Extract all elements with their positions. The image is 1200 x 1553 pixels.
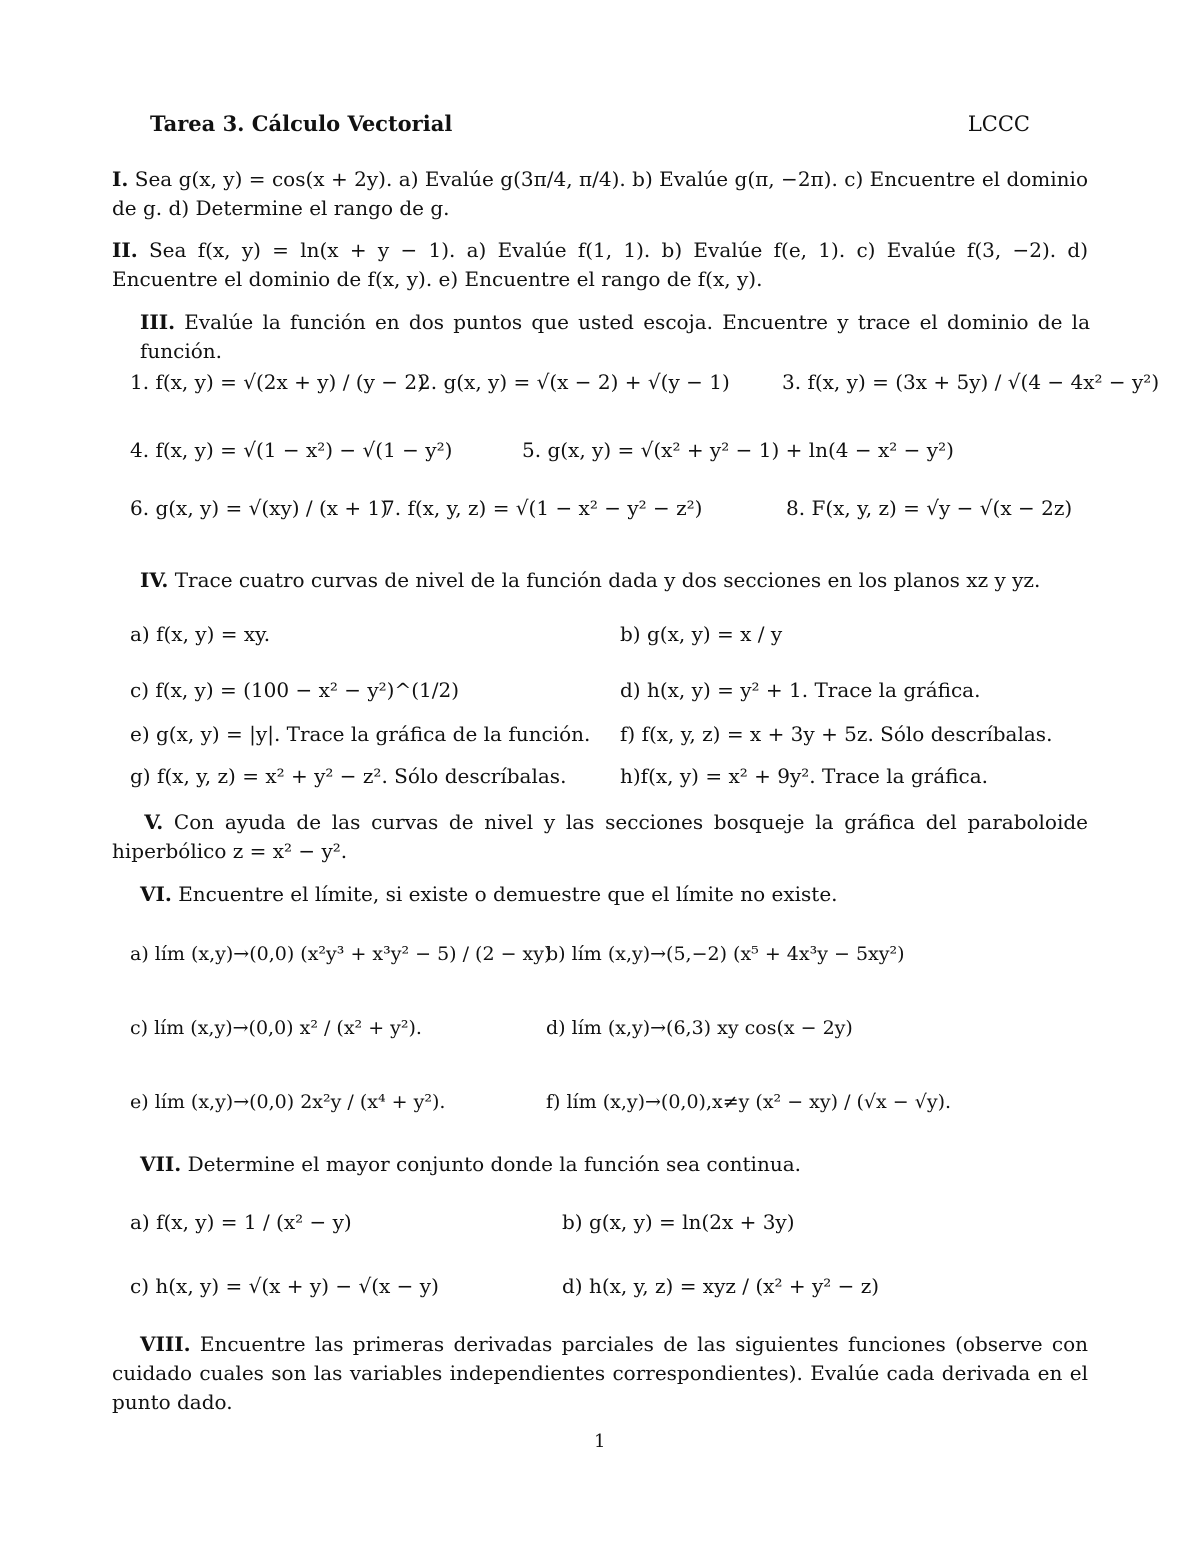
- exercise-iv-d: d) h(x, y) = y² + 1. Trace la gráfica.: [620, 678, 981, 702]
- exercise-iii-1: 1. f(x, y) = √(2x + y) / (y − 2): [130, 370, 425, 394]
- page-title: Tarea 3. Cálculo Vectorial: [150, 111, 453, 136]
- section-vi-text: Encuentre el límite, si existe o demuestre que el límite no existe.: [178, 882, 838, 906]
- section-vii-label: VII.: [140, 1152, 182, 1176]
- section-vii-text: Determine el mayor conjunto donde la función sea continua.: [187, 1152, 801, 1176]
- exercise-iii-8: 8. F(x, y, z) = √y − √(x − 2z): [786, 496, 1073, 520]
- exercise-vii-c: c) h(x, y) = √(x + y) − √(x − y): [130, 1274, 439, 1298]
- section-vii: [140, 1150, 1090, 1179]
- exercise-iii-4: 4. f(x, y) = √(1 − x²) − √(1 − y²): [130, 438, 453, 462]
- exercise-iv-c: c) f(x, y) = (100 − x² − y²)^(1/2): [130, 678, 460, 702]
- exercise-vii-a: a) f(x, y) = 1 / (x² − y): [130, 1210, 352, 1234]
- course-code: LCCC: [967, 112, 1030, 136]
- section-v-label: V.: [144, 810, 164, 834]
- exercise-iii-6: 6. g(x, y) = √(xy) / (x + 1): [130, 496, 389, 520]
- exercise-iv-h: h)f(x, y) = x² + 9y². Trace la gráfica.: [620, 764, 988, 788]
- section-iii-text: Evalúe la función en dos puntos que usted escoja. Encuentre y trace el dominio de la función.: [140, 310, 1091, 363]
- section-i: [112, 165, 1088, 223]
- section-v: [112, 808, 1088, 866]
- exercise-vi-d: d) lím (x,y)→(6,3) xy cos(x − 2y): [546, 1017, 853, 1039]
- exercise-iii-5: 5. g(x, y) = √(x² + y² − 1) + ln(4 − x² − y²): [522, 438, 954, 462]
- section-vi: [140, 880, 1090, 909]
- section-iv: [140, 566, 1090, 595]
- exercise-vi-a: a) lím (x,y)→(0,0) (x²y³ + x³y² − 5) / (2 − xy): [130, 943, 552, 965]
- exercise-iii-7: 7. f(x, y, z) = √(1 − x² − y² − z²): [382, 496, 703, 520]
- exercise-iii-2: 2. g(x, y) = √(x − 2) + √(y − 1): [418, 370, 730, 394]
- section-viii: [112, 1330, 1088, 1417]
- section-v-text: Con ayuda de las curvas de nivel y las secciones bosqueje la gráfica del paraboloide hiperbólico z = x² − y².: [112, 810, 1089, 863]
- exercise-iv-f: f) f(x, y, z) = x + 3y + 5z. Sólo descríbalas.: [620, 722, 1053, 746]
- section-iii: [140, 308, 1090, 366]
- section-viii-label: VIII.: [139, 1332, 191, 1356]
- section-i-text: Sea g(x, y) = cos(x + 2y). a) Evalúe g(3π/4, π/4). b) Evalúe g(π, −2π). c) Encuentre el dominio de g. d) Determine el rango de g.: [112, 167, 1088, 220]
- section-ii: [112, 236, 1088, 294]
- exercise-vii-b: b) g(x, y) = ln(2x + 3y): [562, 1210, 795, 1234]
- section-viii-text: Encuentre las primeras derivadas parciales de las siguientes funciones (observe con cuidado cuales son las variables independientes correspondientes). Evalúe cada derivada en el punto dado.: [112, 1332, 1088, 1414]
- exercise-iv-e: e) g(x, y) = |y|. Trace la gráfica de la función.: [130, 722, 591, 746]
- exercise-vii-d: d) h(x, y, z) = xyz / (x² + y² − z): [562, 1274, 880, 1298]
- exercise-iv-a: a) f(x, y) = xy.: [130, 622, 271, 646]
- section-vi-label: VI.: [140, 882, 172, 906]
- exercise-iv-b: b) g(x, y) = x / y: [620, 622, 783, 646]
- section-iii-label: III.: [140, 310, 176, 334]
- section-i-label: I.: [112, 167, 129, 191]
- section-iv-label: IV.: [140, 568, 169, 592]
- exercise-iv-g: g) f(x, y, z) = x² + y² − z². Sólo descríbalas.: [130, 764, 567, 788]
- section-iv-text: Trace cuatro curvas de nivel de la función dada y dos secciones en los planos xz y yz.: [174, 568, 1041, 592]
- exercise-vi-b: b) lím (x,y)→(5,−2) (x⁵ + 4x³y − 5xy²): [546, 943, 905, 965]
- section-ii-label: II.: [112, 238, 138, 262]
- page-number: 1: [594, 1431, 606, 1452]
- section-ii-text: Sea f(x, y) = ln(x + y − 1). a) Evalúe f(1, 1). b) Evalúe f(e, 1). c) Evalúe f(3, −2). d) Encuentre el dominio de f(x, y). e) Encuentre el rango de f(x, y).: [112, 238, 1089, 291]
- exercise-vi-c: c) lím (x,y)→(0,0) x² / (x² + y²).: [130, 1017, 422, 1039]
- exercise-iii-3: 3. f(x, y) = (3x + 5y) / √(4 − 4x² − y²): [782, 370, 1160, 394]
- exercise-vi-e: e) lím (x,y)→(0,0) 2x²y / (x⁴ + y²).: [130, 1091, 446, 1113]
- exercise-vi-f: f) lím (x,y)→(0,0),x≠y (x² − xy) / (√x − √y).: [546, 1091, 952, 1113]
